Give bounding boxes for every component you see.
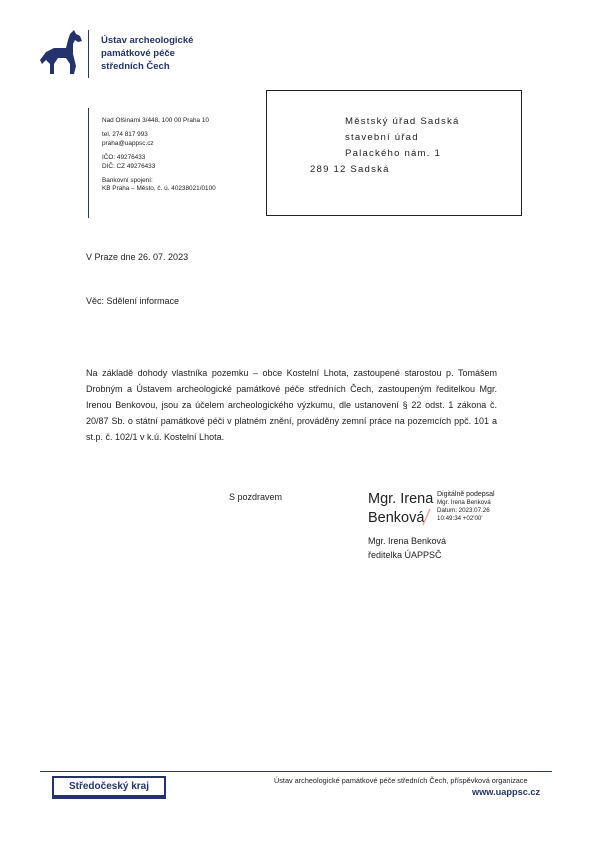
org-name-line: památkové péče	[101, 48, 175, 59]
sender-address: Nad Olšinami 3/448, 100 00 Praha 10	[102, 117, 209, 124]
sender-info	[102, 117, 262, 194]
footer-website-link[interactable]: www.uappsc.cz	[472, 787, 541, 797]
signature-meta-label: Digitálně podepsal	[437, 491, 495, 498]
signer-name: Mgr. Irena Benková	[368, 536, 447, 546]
region-logo: Středočeský kraj	[52, 776, 166, 797]
sender-ico: IČO: 49276433	[102, 154, 146, 162]
sender-divider	[88, 108, 89, 218]
sender-email: praha@uappsc.cz	[102, 139, 154, 147]
signature-mark-icon	[421, 508, 433, 526]
signature-name-line: Mgr. Irena	[368, 491, 434, 507]
region-logo-bar	[52, 795, 166, 799]
addressee-line: 289 12 Sadská	[310, 164, 390, 175]
addressee-line: Městský úřad Sadská	[345, 116, 460, 127]
addressee-line: Palackého nám. 1	[345, 148, 441, 159]
org-name-line: středních Čech	[101, 61, 170, 72]
letter-subject: Věc: Sdělení informace	[86, 296, 180, 306]
addressee-line: stavební úřad	[345, 132, 419, 143]
signature-meta-time: 10:49:34 +02'00'	[437, 515, 483, 522]
sender-bank-account: KB Praha – Město, č. ú. 40238021/0100	[102, 185, 216, 193]
signature-metadata	[437, 491, 495, 523]
header-divider	[88, 30, 89, 78]
horse-logo-icon	[40, 30, 84, 76]
signer-block	[368, 534, 446, 562]
signer-role: ředitelka ÚAPPSČ	[368, 550, 442, 560]
org-name-line: Ústav archeologické	[101, 35, 194, 46]
organization-name	[101, 34, 261, 73]
footer-divider	[40, 771, 552, 772]
letter-body: Na základě dohody vlastníka pozemku – obce Kostelní Lhota, zastoupené starostou p. Tomášem Drobným a Ústavem archeologické památkové péče středních Čech, zastoupeným ředitelkou Mgr. Irenou Benkovou, jsou za účelem archeologického výzkumu, dle ustanovení § 22 odst. 1 zákona č. 20/87 Sb. o státní památkové péči v platném znění, prováděny zemní práce na pozemcích ppč. 101 a st.p. č. 102/1 v k.ú. Kostelní Lhota.	[86, 368, 497, 442]
sender-dic: DIČ: CZ 49276433	[102, 162, 156, 170]
letter-greeting: S pozdravem	[229, 492, 283, 502]
sender-phone: tel. 274 817 993	[102, 131, 148, 139]
letter-date: V Praze dne 26. 07. 2023	[86, 252, 189, 262]
signature-meta-date: Datum: 2023.07.26	[437, 507, 490, 514]
signature-meta-name: Mgr. Irena Benková	[437, 499, 491, 506]
sender-bank-label: Bankovní spojení:	[102, 177, 153, 185]
footer-organization: Ústav archeologické památkové péče středních Čech, příspěvková organizace	[274, 776, 528, 785]
signature-name-line: Benková	[368, 510, 425, 526]
